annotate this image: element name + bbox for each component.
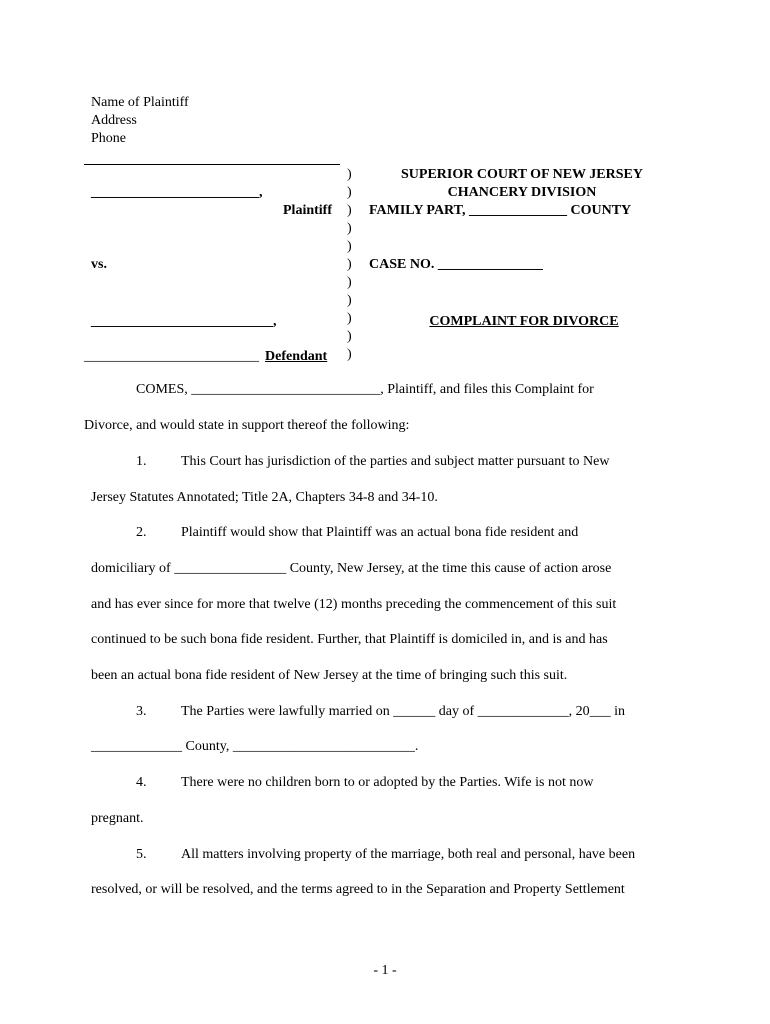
paragraph-5-line-2: resolved, or will be resolved, and the terms agreed to in the Separation and Property Settlement — [91, 882, 625, 897]
paragraph-5-number: 5. — [136, 847, 147, 862]
paren: ) — [347, 185, 352, 200]
caption-top-rule — [84, 164, 340, 165]
intro-line-2: Divorce, and would state in support thereof the following: — [84, 418, 410, 433]
paren: ) — [347, 311, 352, 326]
plaintiff-name-label: Name of Plaintiff — [91, 95, 189, 110]
paragraph-1-line-1: This Court has jurisdiction of the parties and subject matter pursuant to New — [181, 454, 610, 469]
paren: ) — [347, 275, 352, 290]
plaintiff-address-label: Address — [91, 113, 137, 128]
paragraph-2-line-3: and has ever since for more that twelve (12) months preceding the commencement of this suit — [91, 597, 617, 612]
paren: ) — [347, 239, 352, 254]
paren: ) — [347, 167, 352, 182]
paragraph-3-line-2: _____________ County, __________________________. — [91, 739, 419, 754]
court-division: CHANCERY DIVISION — [447, 185, 597, 200]
paragraph-2-number: 2. — [136, 525, 147, 540]
paragraph-4-number: 4. — [136, 775, 147, 790]
court-name: SUPERIOR COURT OF NEW JERSEY — [401, 167, 643, 182]
paragraph-2-line-2: domiciliary of ________________ County, New Jersey, at the time this cause of action arose — [91, 561, 612, 576]
paragraph-1-number: 1. — [136, 454, 147, 469]
paragraph-2-line-4: continued to be such bona fide resident. Further, that Plaintiff is domiciled in, and is and has — [91, 632, 608, 647]
plaintiff-phone-label: Phone — [91, 131, 126, 146]
paragraph-2-line-5: been an actual bona fide resident of New Jersey at the time of bringing such this suit. — [91, 668, 568, 683]
paren: ) — [347, 329, 352, 344]
paragraph-1-line-2: Jersey Statutes Annotated; Title 2A, Chapters 34-8 and 34-10. — [91, 490, 438, 505]
paragraph-5-line-1: All matters involving property of the marriage, both real and personal, have been — [181, 847, 636, 862]
paren: ) — [347, 203, 352, 218]
page-number: - 1 - — [373, 963, 397, 978]
defendant-name-blank: __________________________, — [91, 314, 277, 329]
paragraph-3-line-1: The Parties were lawfully married on ______ day of _____________, 20___ in — [181, 704, 626, 719]
paren: ) — [347, 221, 352, 236]
plaintiff-name-blank: ________________________, — [91, 185, 263, 200]
paragraph-2-line-1: Plaintiff would show that Plaintiff was an actual bona fide resident and — [181, 525, 579, 540]
court-part-county: FAMILY PART, ______________ COUNTY — [369, 203, 632, 218]
paragraph-4-line-2: pregnant. — [91, 811, 144, 826]
case-number: CASE NO. _______________ — [369, 257, 543, 272]
plaintiff-label: Plaintiff — [283, 203, 332, 218]
versus-label: vs. — [91, 257, 107, 272]
document-title: COMPLAINT FOR DIVORCE — [429, 314, 619, 329]
paren: ) — [347, 257, 352, 272]
paragraph-3-number: 3. — [136, 704, 147, 719]
defendant-underline: _________________________ — [84, 349, 259, 364]
defendant-label: Defendant — [265, 349, 328, 364]
paragraph-4-line-1: There were no children born to or adopted by the Parties. Wife is not now — [181, 775, 594, 790]
paren: ) — [347, 347, 352, 362]
paren: ) — [347, 293, 352, 308]
intro-line-1: COMES, ___________________________, Plaintiff, and files this Complaint for — [136, 382, 594, 397]
